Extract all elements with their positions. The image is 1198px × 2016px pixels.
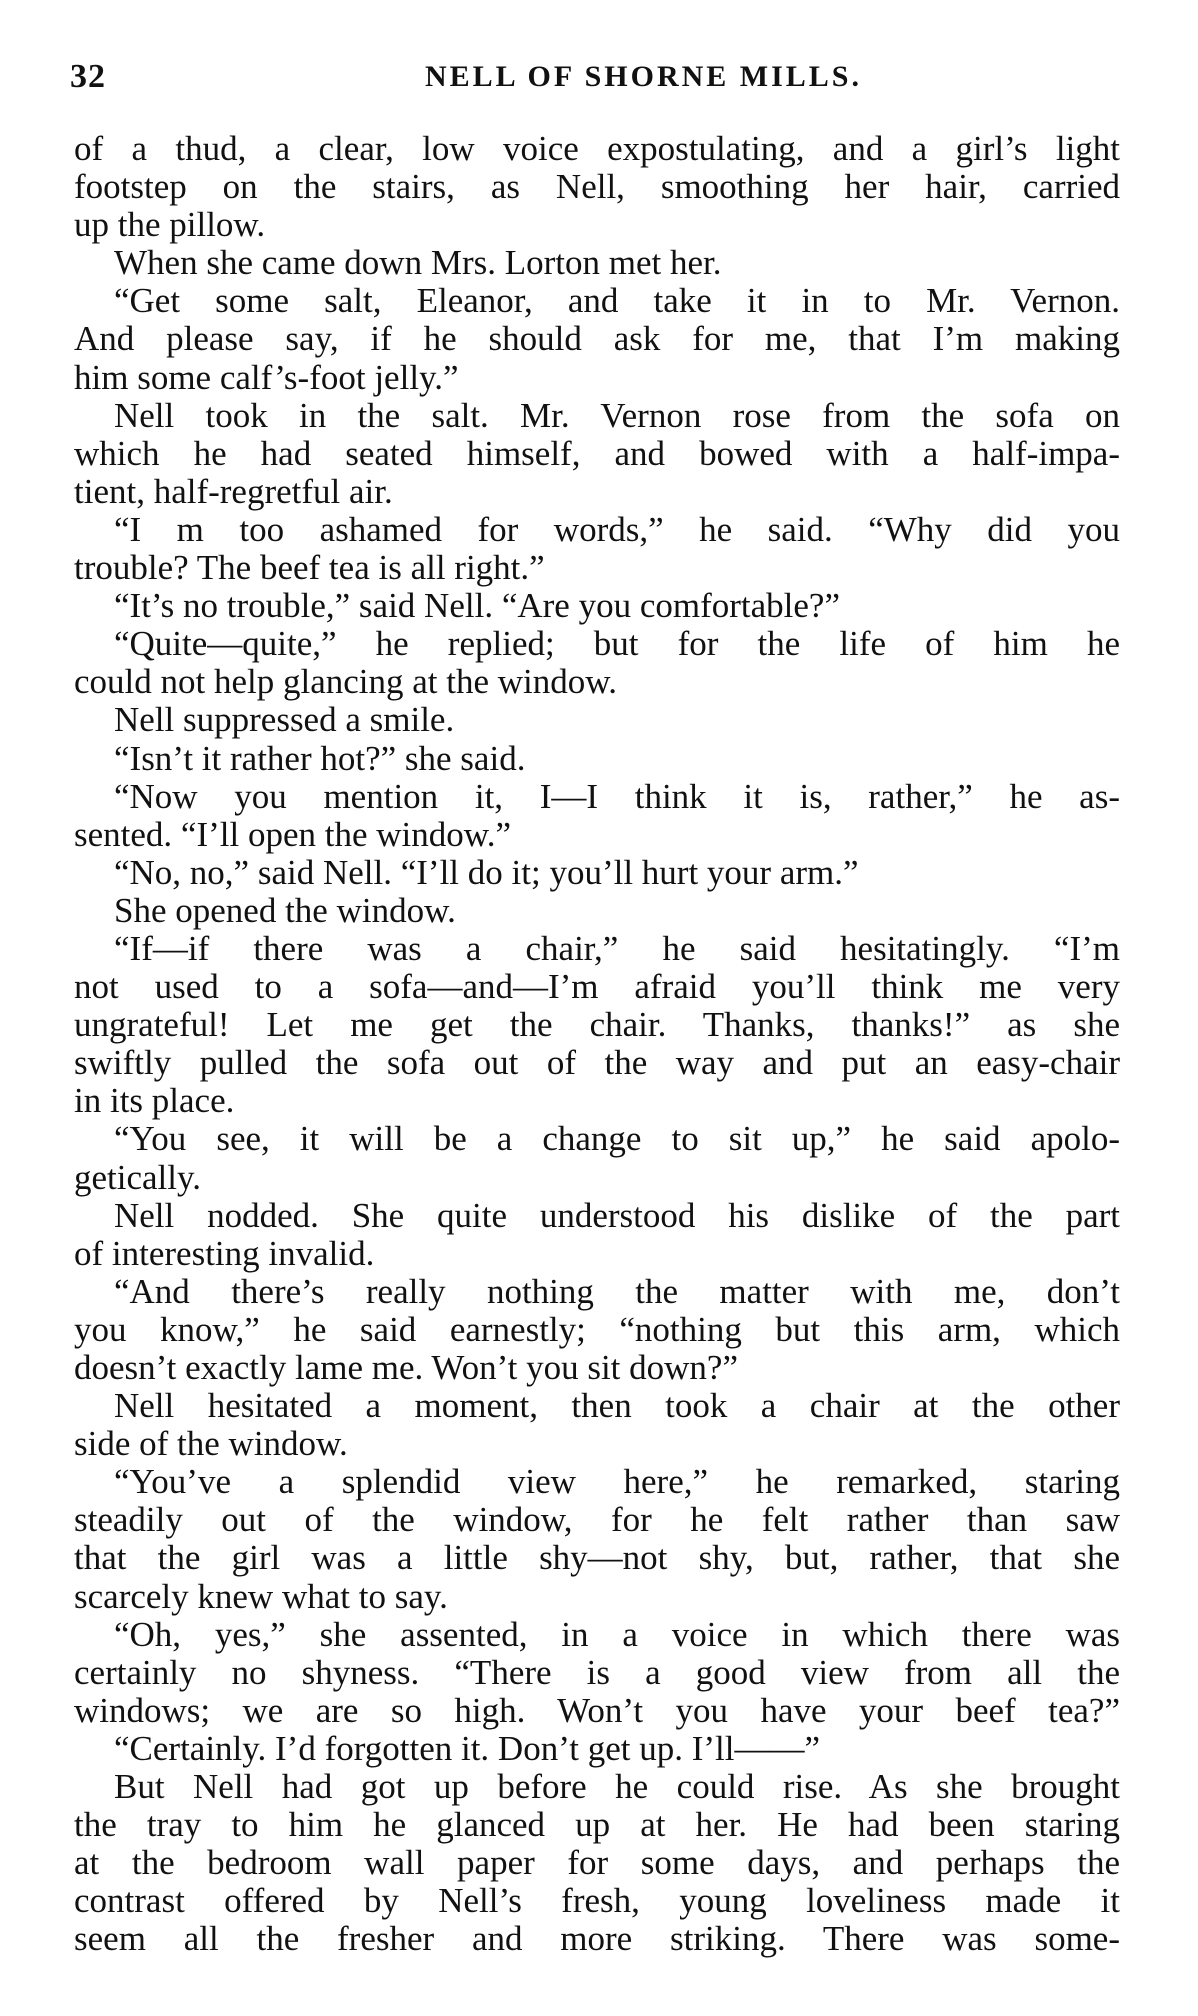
text-line: tient, half-regretful air. — [74, 472, 393, 511]
text-line: “And there’s really nothing the matter with me, don’t — [114, 1272, 1120, 1311]
text-line: And please say, if he should ask for me, that I’m making — [74, 320, 1120, 359]
text-line: steadily out of the window, for he felt rather than saw — [74, 1501, 1120, 1540]
text-line: in its place. — [74, 1082, 235, 1121]
text-line: seem all the fresher and more striking. There was some- — [74, 1920, 1120, 1959]
text-line: Nell suppressed a smile. — [114, 701, 455, 740]
text-line: him some calf’s-foot jelly.” — [74, 358, 459, 397]
page-number: 32 — [70, 58, 106, 95]
text-line: “If—if there was a chair,” he said hesitatingly. “I’m — [114, 929, 1120, 968]
text-line: “Oh, yes,” she assented, in a voice in which there was — [114, 1615, 1120, 1654]
text-line: She opened the window. — [114, 891, 456, 930]
text-line: swiftly pulled the sofa out of the way and put an easy-chair — [74, 1044, 1120, 1083]
text-line: ungrateful! Let me get the chair. Thanks, thanks!” as she — [74, 1006, 1120, 1045]
text-line: “Get some salt, Eleanor, and take it in to Mr. Vernon. — [114, 282, 1120, 321]
text-line: not used to a sofa—and—I’m afraid you’ll think me very — [74, 968, 1120, 1007]
text-line: Nell took in the salt. Mr. Vernon rose from the sofa on — [114, 396, 1120, 435]
text-line: at the bedroom wall paper for some days, and perhaps the — [74, 1844, 1120, 1883]
text-line: Nell hesitated a moment, then took a chair at the other — [114, 1387, 1120, 1426]
text-line: windows; we are so high. Won’t you have your beef tea?” — [74, 1691, 1120, 1730]
text-line: “Now you mention it, I—I think it is, rather,” he as- — [114, 777, 1120, 816]
text-line: contrast offered by Nell’s fresh, young loveliness made it — [74, 1882, 1120, 1921]
text-line: sented. “I’ll open the window.” — [74, 815, 512, 854]
text-line: “You’ve a splendid view here,” he remarked, staring — [114, 1463, 1120, 1502]
text-line: But Nell had got up before he could rise. As she brought — [114, 1768, 1120, 1807]
page-header — [70, 58, 1130, 108]
text-line: of interesting invalid. — [74, 1234, 375, 1273]
body-text — [74, 130, 1120, 1959]
text-line: of a thud, a clear, low voice expostulating, and a girl’s light — [74, 130, 1120, 168]
text-line: “I m too ashamed for words,” he said. “Why did you — [114, 510, 1120, 549]
text-line: doesn’t exactly lame me. Won’t you sit down?” — [74, 1349, 738, 1387]
text-line: you know,” he said earnestly; “nothing but this arm, which — [74, 1310, 1120, 1349]
text-line: “Certainly. I’d forgotten it. Don’t get up. I’ll——” — [114, 1729, 820, 1768]
text-line: scarcely knew what to say. — [74, 1577, 448, 1616]
text-line: footstep on the stairs, as Nell, smoothing her hair, carried — [74, 168, 1120, 207]
text-line: Nell nodded. She quite understood his dislike of the part — [114, 1196, 1120, 1235]
text-line: “Quite—quite,” he replied; but for the life of him he — [114, 625, 1120, 664]
text-line: which he had seated himself, and bowed with a half-impa- — [74, 434, 1120, 473]
text-line: could not help glancing at the window. — [74, 663, 618, 702]
text-line: getically. — [74, 1158, 201, 1197]
text-line: “It’s no trouble,” said Nell. “Are you comfortable?” — [114, 587, 840, 626]
text-line: “You see, it will be a change to sit up,” he said apolo- — [114, 1120, 1120, 1159]
text-line: certainly no shyness. “There is a good view from all the — [74, 1653, 1120, 1692]
running-title: NELL OF SHORNE MILLS. — [425, 60, 862, 93]
text-line: that the girl was a little shy—not shy, but, rather, that she — [74, 1539, 1120, 1578]
text-line: When she came down Mrs. Lorton met her. — [114, 244, 722, 283]
text-line: “No, no,” said Nell. “I’ll do it; you’ll hurt your arm.” — [114, 853, 859, 892]
text-line: up the pillow. — [74, 206, 266, 245]
text-line: side of the window. — [74, 1425, 348, 1464]
text-line: trouble? The beef tea is all right.” — [74, 549, 545, 588]
text-line: “Isn’t it rather hot?” she said. — [114, 739, 526, 778]
text-line: the tray to him he glanced up at her. He had been staring — [74, 1806, 1120, 1845]
